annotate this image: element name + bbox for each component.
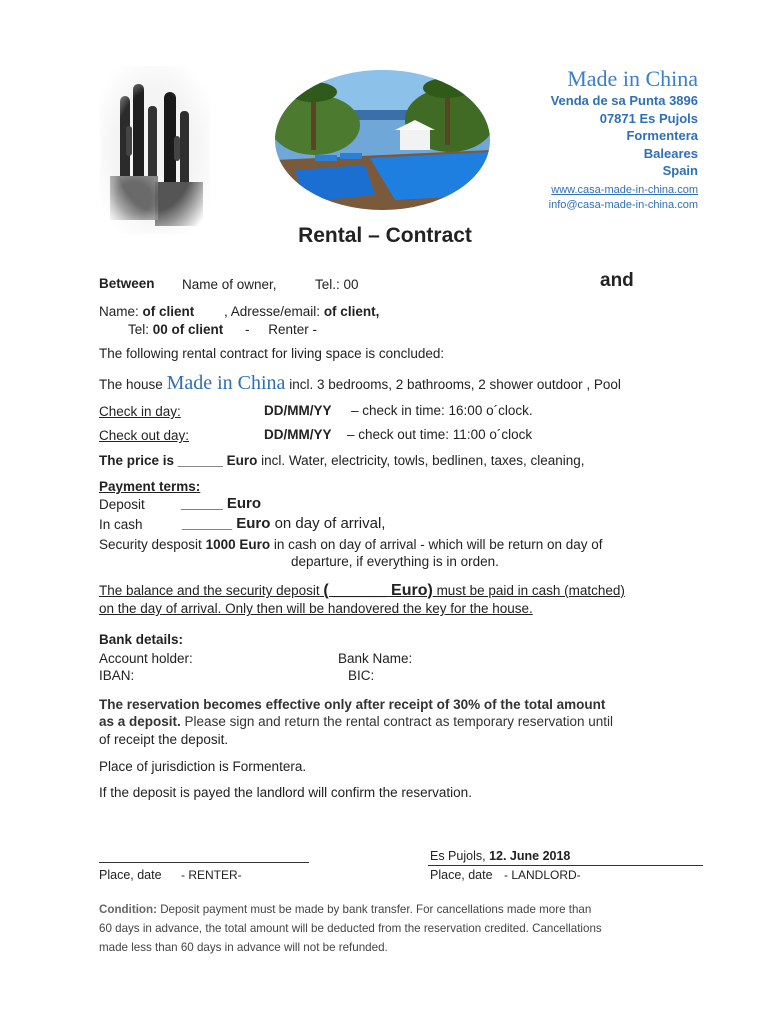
reservation-text-3: of receipt the deposit. xyxy=(99,732,229,747)
price-line xyxy=(99,453,585,468)
reservation-text-2: Please sign and return the rental contract as temporary reservation until xyxy=(184,714,614,729)
landlord-role-label: - LANDLORD- xyxy=(504,868,581,882)
security-text-continued: departure, if everything is in orden. xyxy=(291,554,499,569)
renter-role-label: - RENTER- xyxy=(181,868,242,882)
landlord-place-label: Place, date xyxy=(430,868,493,882)
checkout-date: DD/MM/YY xyxy=(264,427,332,442)
bank-heading: Bank details: xyxy=(99,632,184,647)
cash-value: ______ Euro xyxy=(182,515,271,532)
landlord-date: 12. June 2018 xyxy=(489,849,571,863)
balance-line-1 xyxy=(99,582,625,600)
iban-label: IBAN: xyxy=(99,668,135,683)
balance-text: The balance and the security deposit xyxy=(99,583,320,598)
reservation-line-2 xyxy=(99,714,613,729)
security-label: Security desposit xyxy=(99,537,202,552)
bic-label: BIC: xyxy=(348,668,375,683)
deposit-label: Deposit xyxy=(99,497,145,512)
reservation-bold-2: as a deposit. xyxy=(99,714,181,729)
client-address-label: , Adresse/email: xyxy=(224,304,321,319)
security-text: in cash on day of arrival - which will be return on day of xyxy=(273,537,603,552)
owner-name: Name of owner, xyxy=(182,277,277,292)
balance-amount: ( ______ Euro) xyxy=(323,582,433,599)
client-tel-line xyxy=(128,322,223,337)
contract-title: Rental – Contract xyxy=(298,224,472,247)
checkout-label: Check out day: xyxy=(99,428,190,443)
address-line: Venda de sa Punta 3896 xyxy=(550,93,698,108)
reservation-bold: The reservation becomes effective only after receipt of 30% of the total amount xyxy=(99,697,606,712)
between-label: Between xyxy=(99,276,155,291)
checkout-time: – check out time: 11:00 o´clock xyxy=(347,427,533,442)
condition-line-1 xyxy=(99,903,591,916)
website-link[interactable]: www.casa-made-in-china.com xyxy=(551,183,698,196)
owner-tel: Tel.: 00 xyxy=(315,277,359,292)
client-name-value: of client xyxy=(142,304,195,319)
client-name-line xyxy=(99,304,194,319)
payment-heading: Payment terms: xyxy=(99,479,201,494)
deposit-value: _____ Euro xyxy=(181,495,262,512)
address-line: Formentera xyxy=(626,128,698,143)
condition-line-3: made less than 60 days in advance will not be refunded. xyxy=(99,941,388,954)
client-address-line xyxy=(224,304,379,319)
jurisdiction-text: Place of jurisdiction is Formentera. xyxy=(99,759,307,774)
condition-text-1: Deposit payment must be made by bank transfer. For cancellations made more than xyxy=(160,903,592,916)
house-line xyxy=(99,372,621,395)
villa-pool-photo xyxy=(275,70,490,210)
renter-signature-line xyxy=(99,862,309,863)
renter-place-label: Place, date xyxy=(99,868,162,882)
checkin-time: – check in time: 16:00 o´clock. xyxy=(351,403,533,418)
client-name-label: Name: xyxy=(99,304,139,319)
cash-label: In cash xyxy=(99,517,143,532)
condition-label: Condition: xyxy=(99,903,157,916)
cash-suffix: on day of arrival, xyxy=(274,515,386,532)
house-description: incl. 3 bedrooms, 2 bathrooms, 2 shower outdoor , Pool xyxy=(289,377,621,392)
landlord-place: Es Pujols, xyxy=(430,849,486,863)
landlord-place-date xyxy=(430,849,570,863)
brand-block xyxy=(549,66,698,213)
checkin-label: Check in day: xyxy=(99,404,181,419)
account-holder-label: Account holder: xyxy=(99,651,193,666)
address-line: 07871 Es Pujols xyxy=(599,110,698,126)
renter-role: - Renter - xyxy=(245,322,318,337)
client-tel-value: 00 of client xyxy=(152,322,224,337)
security-value: 1000 Euro xyxy=(205,537,271,552)
price-prefix: The price is ______ Euro xyxy=(99,453,258,468)
house-prefix: The house xyxy=(99,377,163,392)
bank-name-label: Bank Name: xyxy=(338,651,413,666)
balance-text-end: must be paid in cash (matched) xyxy=(436,583,625,598)
cash-line xyxy=(182,515,385,532)
email-link[interactable]: info@casa-made-in-china.com xyxy=(548,198,698,211)
brand-name: Made in China xyxy=(567,66,698,91)
security-line xyxy=(99,537,603,552)
cactus-photo xyxy=(100,66,210,234)
landlord-signature-line xyxy=(428,865,703,866)
address-line: Spain xyxy=(662,163,698,178)
price-suffix: incl. Water, electricity, towls, bedlinen, taxes, cleaning, xyxy=(261,453,585,468)
client-address-value: of client, xyxy=(323,304,380,319)
confirmation-text: If the deposit is payed the landlord will confirm the reservation. xyxy=(99,785,472,800)
and-label: and xyxy=(600,270,634,291)
address-line: Baleares xyxy=(643,145,698,161)
house-name: Made in China xyxy=(166,372,286,394)
checkin-date: DD/MM/YY xyxy=(264,403,332,418)
condition-line-2: 60 days in advance, the total amount will be deducted from the reservation credited. Cancellations xyxy=(99,922,602,935)
balance-line-2: on the day of arrival. Only then will be handovered the key for the house. xyxy=(99,601,533,616)
intro-text: The following rental contract for living space is concluded: xyxy=(99,346,445,361)
client-tel-label: Tel: xyxy=(128,322,150,337)
